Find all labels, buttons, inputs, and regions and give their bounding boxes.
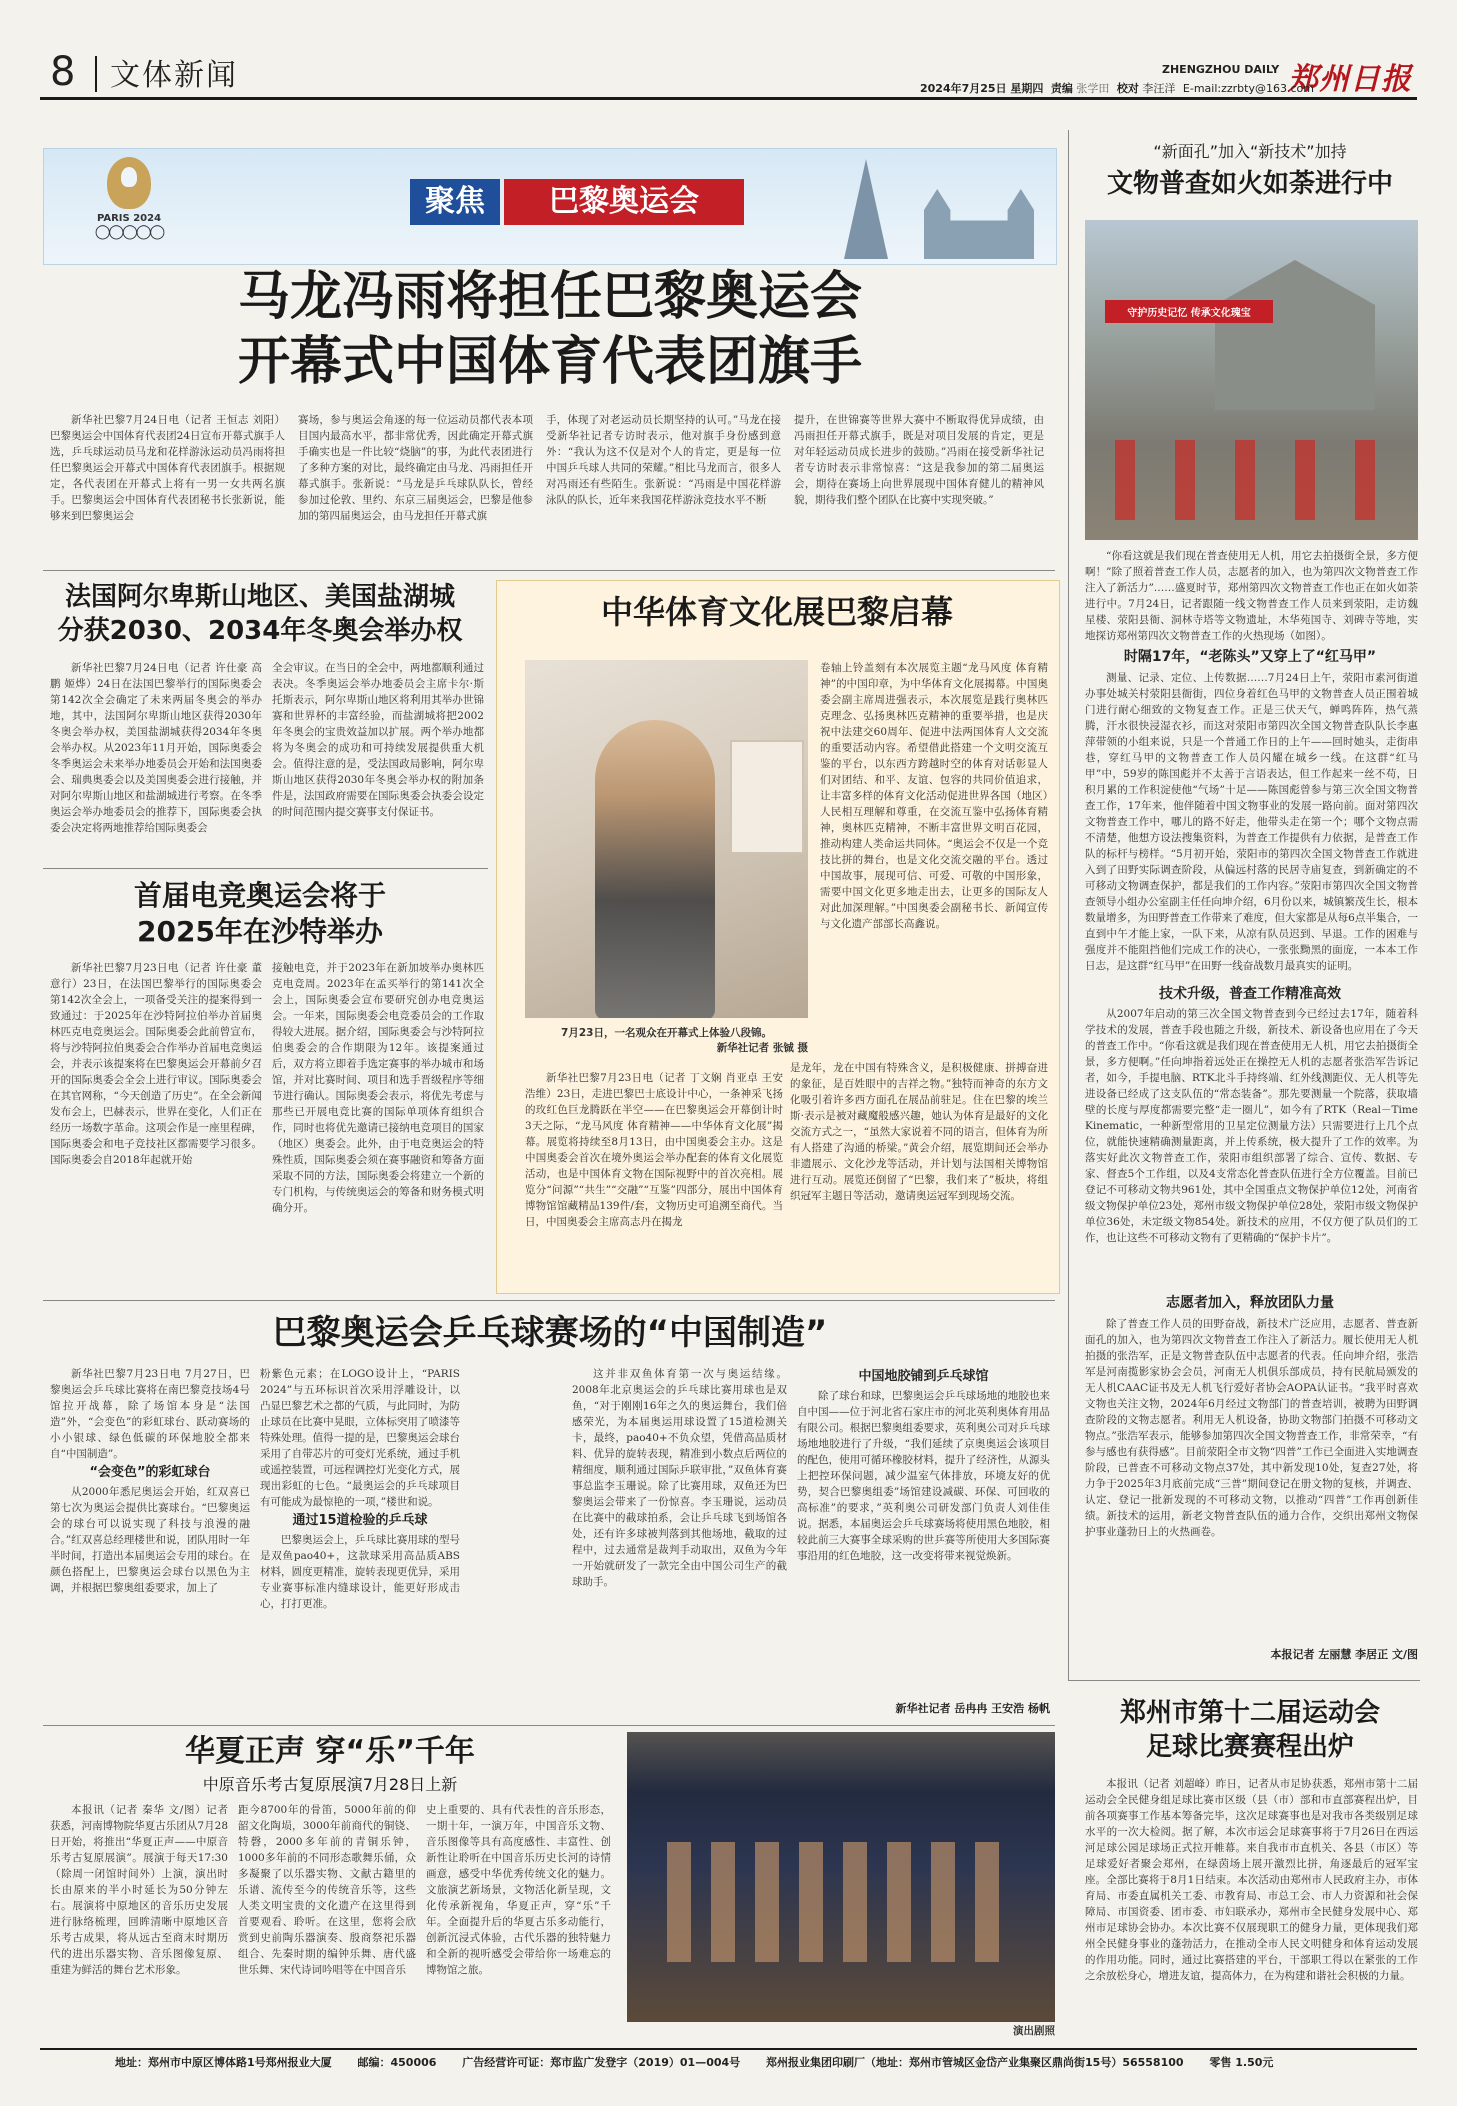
lead-article-col1: 新华社巴黎7月24日电（记者 王恒志 刘阳）巴黎奥运会中国体育代表团24日宣布开幕式旗手人选，乒乓球运动员马龙和花样游泳运动员冯雨将担任巴黎奥运会开幕式中国体育代表团旗手。根据规定，各代表团在开幕式上将有一男一女共两名旗手。巴黎奥运会中国体育代表团秘书长张新说，能够来到巴黎奥运会: [50, 414, 285, 522]
music-photo: [627, 1732, 1055, 2022]
visitor-figure: [595, 720, 715, 1018]
lead-article-col3: 手，体现了对老运动员长期坚持的认可。”马龙在接受新华社记者专访时表示，他对旗手身份感到意外：“我认为这不仅是对个人的肯定，更是每一位中国乒乓球人共同的荣耀。”相比马龙而言，很多人对冯雨还有些陌生。张新说：“冯雨是中国花样游泳队的队长，近年来我国花样游泳竞技水平不断: [546, 414, 781, 506]
music-col2: 距今8700年的骨笛，5000年前的仰韶文化陶埙，3000年前商代的铜铙、特磬，2000多年前的青铜乐钟，1000多年前的不同形态歌舞乐俑，众多凝聚了以乐器实物、文献古籍里的乐谱、流传至今的传统音乐等，这些人类文明宝贵的文化遗产在这里得到首要观看、聆听。在这里，您将会欣赏到史前陶乐器演奏、殷商祭祀乐器组合、先秦时期的编钟乐舞、唐代盛世乐舞、宋代诗词吟唱等在中国音乐: [238, 1804, 416, 1976]
pingpong-col3: 这并非双鱼体育第一次与奥运结缘。2008年北京奥运会的乒乓球比赛用球也是双鱼，“对于刚刚16年之久的奥运舞台，我们倍感荣光，为本届奥运用球设置了15道检测关卡，最终，pao40+不负众望，凭借高品质材料、优异的旋转表现，精准到小数点后两位的精细度，顺利通过国际乒联审批，”双鱼体育赛事总监李玉珊说。除了比赛用球，双鱼还为巴黎奥运会带来了一份惊喜。李玉珊说，运动员在比赛中的截球拍系，会让乒乓球飞到场馆各处，还有许多球被判落到其他场地，截取的过程中，过去通常是裁判手动取出，双鱼为今年一开始就研发了一款完全由中国公司生产的截球助手。: [572, 1368, 787, 1588]
winter-headline-line2: 分获2030、2034年冬奥会举办权: [57, 616, 463, 646]
editor-name: 张学田: [1076, 82, 1110, 95]
lead-article-col2: 赛场，参与奥运会角逐的每一位运动员都代表本项目国内最高水平，都非常优秀，因此确定开幕式旗手确实也是一件比较“烧脑”的事，为此代表团进行了多种方案的对比，最终确定由马龙、冯雨担任开幕式旗手。张新说：“马龙是乒乓球队队长，曾经参加过伦敦、里约、东京三届奥运会，巴黎是他参加的第四届奥运会，由马龙担任开幕式旗: [298, 414, 533, 522]
winter-article-col1: 新华社巴黎7月24日电（记者 许仕豪 高鹏 姬烨）24日在法国巴黎举行的国际奥委会第142次全会确定了未来两届冬奥会的举办地，其中，法国阿尔卑斯山地区获得2030年冬奥会举办权，美国盐湖城获得2034年冬奥会举办权。从2023年11月开始，国际奥委会冬季奥运会未来举办地委员会开始和法国奥委会、瑞典奥委会以及美国奥委会进行接触，并对阿尔卑斯山地区和盐湖城进行考察。在冬季奥运会举办地委员会的推荐下，国际奥委会执委会决定将两地推荐给国际奥委会: [50, 662, 262, 834]
footer-postcode: 邮编：450006: [357, 2056, 437, 2069]
divider-football-top: [1068, 1680, 1420, 1681]
pingpong-sub1: “会变色”的彩虹球台: [89, 1465, 211, 1480]
proofreader-name: 李汪洋: [1142, 82, 1176, 95]
relics-intro: “你看这就是我们现在普查使用无人机，用它去拍摄街全景，多方便啊！”除了照着普查工作人员，志愿者的加入，也为第四次文物普查工作注入了新活力”……盛夏时节，郑州第四次文物普查工作也正在如火如荼进行中。7月24日，记者跟随一线文物普查工作人员来到荥阳，走访魏星楼、荥阳县衙、洞林寺塔等文物遗址，木华苑国寺、刘碑寺等地，实地探访郑州第四次文物普查工作的火热现场（如图）。: [1085, 550, 1418, 642]
issue-info: [920, 80, 1314, 96]
editor-label: 责编: [1050, 82, 1073, 95]
footer-address: 地址：郑州市中原区博体路1号郑州报业大厦: [115, 2056, 332, 2069]
relics-sub3: 志愿者加入，释放团队力量: [1166, 1295, 1334, 1311]
footer-printer: 郑州报业集团印刷厂（地址：郑州市管城区金岱产业集聚区鼎尚街15号）56558100: [766, 2056, 1184, 2069]
flame-icon: [107, 157, 151, 209]
lead-article-col4: 提升，在世锦赛等世界大赛中不断取得优异成绩，由冯雨担任开幕式旗手，既是对项目发展的肯定，更是对年轻运动员成长进步的鼓励。”冯雨在接受新华社记者专访时表示非常惊喜：“这是我参加的第二届奥运会，期待在赛场上向世界展现中国体育健儿的精神风貌，期待我们整个团队在比赛中实现突破。”: [794, 414, 1044, 506]
expo-photo: [525, 660, 808, 1018]
relics-sub2: 技术升级，普查工作精准高效: [1159, 986, 1341, 1002]
pingpong-headline: 巴黎奥运会乒乓球赛场的“中国制造”: [272, 1313, 828, 1353]
divider-winter: [43, 868, 488, 869]
eiffel-tower-icon: [844, 159, 888, 259]
divider-pingpong-top: [43, 1300, 1055, 1301]
expo-photo-caption: [525, 1026, 808, 1056]
relics-headline: 文物普查如火如荼进行中: [1106, 169, 1393, 199]
lead-headline-line2: 开幕式中国体育代表团旗手: [237, 332, 862, 392]
caption-credit: 新华社记者 张铖 摄: [716, 1042, 808, 1054]
music-col1: 本报讯（记者 秦华 文/图）记者获悉，河南博物院华夏古乐团从7月28日开始，将推出“华夏正声——中原音乐考古复原展演”。展演于每天17:30（除周一闭馆时间外）上演，演出时长由原来的半小时延长为50分钟左右。展演将中原地区的音乐历史发展进行脉络梳理，回眸清晰中原地区音乐考古成果，将从远古至商末时期历代的进出乐器实物、音乐图像复原、重建为鲜活的舞台艺术形象。: [50, 1804, 228, 1976]
footer: [115, 2054, 1415, 2070]
winter-headline-line1: 法国阿尔卑斯山地区、美国盐湖城: [64, 582, 455, 612]
pingpong-sub3: 中国地胶铺到乒乓球馆: [858, 1369, 989, 1384]
banner-title: [410, 179, 760, 225]
banner-title-paris: 巴黎奥运会: [504, 179, 744, 225]
expo-article-left: 新华社巴黎7月23日电（记者 丁文娴 肖亚卓 王安 浩维）23日，走进巴黎巴士底设计中心，一条神采飞扬的玫红色巨龙腾跃在半空——在巴黎奥运会开幕倒计时3天之际，“龙马风度 体育精神——中华体育文化展”揭幕。展览将持续至8月13日，由中国奥委会主办。这是中国奥委会首次在境外奥运会举办配套的体育文化展览活动，也是中国体育文物在国际视野中的首次亮相。展览分“问源”“共生”“交融”“互鉴”四部分，展出中国体育博物馆馆藏精品139件/套，文物历史可追溯至商代。当日，中国奥委会主席高志丹在揭龙: [525, 1072, 783, 1228]
olympic-rings-icon: ◯◯◯◯◯: [94, 224, 164, 240]
pingpong-byline: 新华社记者 岳冉冉 王安浩 杨帆: [895, 1702, 1050, 1715]
pingpong-sub2: 通过15道检验的乒乓球: [292, 1513, 428, 1528]
music-photo-caption: 演出剧照: [1013, 2025, 1055, 2037]
masthead-divider: [95, 56, 97, 92]
section-title: 文体新闻: [110, 58, 238, 93]
paris-2024-logo: [84, 157, 174, 257]
paper-english-name: ZHENGZHOU DAILY: [1162, 63, 1280, 76]
winter-article-col2: 全会审议。在当日的全会中，两地都顺利通过表决。冬季奥运会举办地委员会主席卡尔·斯托斯表示，阿尔卑斯山地区将利用其举办世锦赛和世界杯的丰富经验，而盐湖城将把2002年冬奥会的宝贵效益加以扩展。两个举办地都将为冬奥会的成功和可持续发展提供重大机会。值得注意的是，受法国政局影响，阿尔卑斯山地区获得2030年冬奥会举办权的附加条件是，法国政府需要在国际奥委会执委会设定的时间范围内提交赛事支付保证书。: [272, 662, 484, 818]
football-article: 本报讯（记者 刘超峰）昨日，记者从市足协获悉，郑州市第十二届运动会全民健身组足球比赛市区级（县（市）部和市直部赛程出炉，目前各项赛事工作基本筹备完毕，这次足球赛事也是对我市各类级别足球水平的一次大检阅。据了解，本次市运会足球赛事将于7月26日在西运河足球公园足球场正式拉开帷幕。来自我市市直机关、各县（市区）等足球爱好者聚会郑州，在绿茵场上展开激烈比拼，角逐最后的冠军宝座。全部比赛将于8月1日结束。本次活动由郑州市人民政府主办，市体育局、市委直属机关工委、市教育局、市总工会、市人力资源和社会保障局、市国资委、团市委、市妇联承办，郑州市全民健身发展中心、郑州市足球协会协办。本次比赛不仅展现职工的健身力量，更体现我们郑州全民健身事业的蓬勃活力，在推动全市人民文明健身和体育运动发展的作用功能。同时，通过比赛搭建的平台，干部职工得以在紧张的工作之余放松身心，增进友谊，提高体力，在为构建和谐社会积极的力量。: [1085, 1778, 1418, 1982]
relics-kicker: “新面孔”加入“新技术”加持: [1153, 142, 1347, 161]
esports-article-col2: 接触电竞，并于2023年在新加坡举办奥林匹克电竞周。2023年在孟买举行的第141次全会上，国际奥委会宣布要研究创办电竞奥运会。一年来，国际奥委会电竞委员会的工作取得较大进展。据介绍，国际奥委会与沙特阿拉伯奥委会的合作期限为12年。该提案通过后，双方将立即着手选定赛事的举办城市和场馆，并对比赛时间、项目和选手晋级程序等细节进行确认。国际奥委会表示，将优先考虑与那些已开展电竞比赛的国际单项体育组织合作，同时也将优先邀请已接纳电竞项目的国家（地区）奥委会。此外，由于电竞奥运会的特殊性质，国际奥委会须在赛事融资和筹备方面采取不同的方法，国际奥委会将建立一个新的专门机构，与传统奥运会的筹备和财务模式明确分开。: [272, 962, 484, 1214]
relics-section3: 除了普查工作人员的田野奋战，新技术广泛应用，志愿者、普查新面孔的加入，也为第四次文物普查工作注入了新活力。履长使用无人机拍摄的张浩军，正是文物普查队伍中志愿者的代表。任向坤介绍，张浩军是河南揽影家协会会员，河南无人机俱乐部成员，持有民航局颁发的无人机CAAC证书及无人机飞行爱好者协会AOPA认证书。“我平时喜欢文物也关注文物，2024年6月经过文物部门的普查培训，被聘为田野调查阶段的文物志愿者。利用无人机设备，协助文物部门拍摄不可移动文物点。”张浩军表示，能够参加第四次全国文物普查工作，非常荣幸，“有参与感也有获得感”。目前荥阳全市文物“四普”工作已全面进入实地调查阶段，已普查不可移动文物点37处，其中新发现10处，复查27处，将力争于2025年3月底前完成“三普”期间登记在册文物的复核，并调查、认定、登记一批新发现的不可移动文物，以推动“四普”工作再创新佳绩。新技术的运用，新老文物普查队伍的通力合作，交织出郑州文物保护事业蓬勃日上的火热画卷。: [1085, 1318, 1418, 1538]
proof-label: 校对: [1116, 82, 1139, 95]
pingpong-col4: 中国地胶铺到乒乓球馆 除了球台和球，巴黎奥运会乒乓球场地的地胶也来自中国——位于河北省石家庄市的河北英利奥体育用品有限公司。根据巴黎奥组委要求，英利奥公司对乒乓球场地地胶进行了升级，“我们延续了京奥奥运会该项目的配色，使用可循环橡胶材料，提升了经济性，从源头上把控环保问题，减少温室气体排放，环境友好的优势，契合巴黎奥组委”场馆建设减碳、环保、可回收的高标准”的要求，”英利奥公司研发部门负责人刘佳佳说。据悉，本届奥运会乒乓球赛场将使用黑色地胶，相较此前三大赛事全球采购的世乒赛等所使用大多国际赛事沿用的红色地胶，这一改变将带来视觉焕新。: [797, 1366, 1050, 1696]
notre-dame-icon: [924, 189, 1034, 259]
relics-byline: 本报记者 左丽慧 李居正 文/图: [1270, 1648, 1418, 1661]
footer-license: 广告经营许可证：郑市监广发登字（2019）01—004号: [462, 2056, 741, 2069]
gate-tower: [1195, 260, 1395, 410]
issue-date: 2024年7月25日 星期四: [920, 82, 1044, 95]
paris-2024-text: PARIS 2024: [96, 213, 162, 224]
performer-figures: [667, 1842, 1007, 1962]
relics-photo-sign: 守护历史记忆 传承文化瑰宝: [1105, 300, 1273, 323]
stage-lights: [627, 1732, 1055, 1792]
relics-section1: 测量、记录、定位、上传数据……7月24日上午，荥阳市素河街道办事处城关村荥阳县衙街，四位身着红色马甲的文物普查人员正围着城门进行耐心细致的文物复查工作。正是三伏天气，蝉鸣阵阵，热气蒸腾，汗水很快浸湿衣衫，而这对荥阳市第四次全国文物普查队队长李惠萍带领的小组来说，只是一个普通工作日的上午——回时她头，走街串巷，穿红马甲的文物普查工作人员闪耀在城乡一线。在这群“红马甲”中，59岁的陈国彪并不太善于言语表达，但工作起来一丝不苟，日积月累的工作积淀使他“气场”十足——陈国彪曾参与第三次全国文物普查工作，17年来，他伴随着中国文物事业的发展一路向前。面对第四次文物普查工作中，哪儿的路不好走，他带头走在第一个；哪个文物点需不清楚，他想方设法搜集资料，为普查工作提供有力依据，是普查工作队的标杆与榜样。“5月初开始，荥阳市的第四次全国文物普查工作就进入到了田野实际调查阶段，从偏远村落的民居寺庙复查，到新确定的不可移动文物调查保护，都是我们的工作内容。”荥阳市第四次全国文物普查领导小组办公室副主任任向坤介绍，6月份以来，城镇繁茂生长，根本数量增多，为田野普查工作带来了难度，但大家都是从每6点半集合，一直到中午才能上家，一队下来，从凉有队员迟到、早退。工作的困难与强度并不能阻挡他们完成工作的决心，一张张黝黑的面庞，一本本工作日志，是这群“红马甲”在田野一线奋战数月最真实的证明。: [1085, 672, 1418, 972]
banner-title-focus: 聚焦: [410, 179, 500, 225]
football-headline-line1: 郑州市第十二届运动会: [1119, 1698, 1380, 1728]
masthead-rule: [40, 97, 1417, 100]
esports-article-col1: 新华社巴黎7月23日电（记者 许仕豪 董意行）23日，在法国巴黎举行的国际奥委会第142次全会上，一项备受关注的提案得到一致通过：于2025年在沙特阿拉伯举办首届奥林匹克电竞奥运会。国际奥委会此前曾宣布，将与沙特阿拉伯奥委会合作举办首届电竞奥运会，并表示该提案将在巴黎奥运会开幕前夕召开的国际奥委会全会上进行审议。国际奥委会在其官网称，“今天创造了历史”。在全会新闻发布会上，巴赫表示，世界在变化，人们正在经历一场数字革命。这项会作是一座里程碑，国际奥委会和电子竞技社区都需要学习很多。国际奥委会自2018年起就开始: [50, 962, 262, 1166]
footer-price: 零售 1.50元: [1209, 2056, 1274, 2069]
divider-music-top: [43, 1725, 1055, 1726]
pingpong-col1: 新华社巴黎7月23日电 7月27日，巴黎奥运会乒乓球比赛将在南巴黎竞技场4号馆拉开战幕，除了场馆本身是“法国造”外，“会变色”的彩虹球台、跃动赛场的小小银球、绿色低碳的环保地胶全都来自“中国制造”。 “会变色”的彩虹球台 从2000年悉尼奥运会开始，红双喜已第七次为奥运会提供比赛球台。“巴黎奥运会的球台可以说实现了科技与浪漫的融合。”红双喜总经理楼世和说，团队用时一年半时间，打造出本届奥运会专用的球台。在颜色搭配上，巴黎奥运会球台以黑色为主调，并根据巴黎奥组委要求，加上了: [50, 1368, 250, 1594]
music-col3: 史上重要的、具有代表性的音乐形态，一期十年，一演万年，中国音乐文物、音乐图像等具有高度感性、丰富性、创新性让聆听在中国音乐历史长河的诗情画意，感受中华优秀传统文化的魅力。文旅演艺新场景，文物活化新呈现，文化传承新视角，华夏正声，穿“乐”千年。全面提升后的华夏古乐多动能行，创新沉浸式体验，古代乐器的独特魅力和全新的视听感受会带给你一场难忘的博物馆之旅。: [426, 1804, 611, 1976]
music-subhead: 中原音乐考古复原展演7月28日上新: [202, 1775, 458, 1794]
divider-lead: [43, 570, 1055, 571]
expo-headline: 中华体育文化展巴黎启幕: [600, 593, 953, 631]
paper-logo: 郑州日报: [1288, 62, 1412, 97]
footer-rule: [40, 2048, 1417, 2050]
music-headline: 华夏正声 穿“乐”千年: [185, 1734, 475, 1769]
page-number: 8: [50, 49, 76, 95]
esports-headline-line2: 2025年在沙特举办: [137, 915, 383, 948]
football-headline-line2: 足球比赛赛程出炉: [1145, 1732, 1354, 1762]
relics-section2: 从2007年启动的第三次全国文物普查到今已经过去17年，随着科学技术的发展，普查手段也随之升级，新技术、新设备也应用在了今天的普查工作中。“你看这就是我们现在普查使用无人机，用它去拍摄街全景，多方便啊。”任向坤指着远处正在操控无人机的志愿者张浩军告诉记者，如今，手提电脑、RTK北斗手持终端、红外线测距仪、无人机等先进设备已经成了这支队伍的“常态装备”。那先要测量一个院落，获取墙壁的长度与厚度都需要完整“走一圈儿”，如今有了RTK（Real－Time Kinematic，一种新型常用的卫星定位测量方法）只需要进行上几个点位，就能快速精确测量距离，并上传系统，极大提升了工作的效率。为落实好此次文物普查工作，荥阳市组织部署了综合、宣传、数据、专家、督查5个工作组，以及4支常态化普查队伍进行全方位覆盖。目前已登记不可移动文物共961处，其中全国重点文物保护单位12处，河南省级文物保护单位23处，郑州市级文物保护单位28处，荥阳市级文物保护单位36处，未定级文物854处。新技术的应用，不仅方便了队员们的工作，也让这些不可移动文物有了更精确的“保护卡片”。: [1085, 1008, 1418, 1244]
expo-article-mid: 是龙年，龙在中国有特殊含义，是积极健康、拼搏奋进的象征，是百姓眼中的吉祥之物。”独特而神奇的东方文化吸引着许多西方面孔在展品前驻足。住在巴黎的埃兰斯·表示是被对藏魔般感兴趣，她认为体育是最好的文化交流方式之一，“虽然大家说着不同的语言，但体育为所有人搭建了沟通的桥梁。”黄会介绍，展览期间还会举办非遗展示、文化沙龙等活动，并计划与法国相关博物馆进行互动。展览还倒留了“巴黎，我们来了”板块，将组织冠军主题日等活动，邀请奥运冠军到现场交流。: [790, 1062, 1048, 1202]
esports-headline-line1: 首届电竞奥运会将于: [133, 879, 386, 912]
pingpong-col2: 粉紫色元素；在LOGO设计上，“PARIS 2024”与五环标识首次采用浮雕设计，以凸显巴黎艺术之都的气质，与此同时，为防止球员在比赛中晃眼，立体标突用了喷漆等特殊处理。值得一提的是，巴黎奥运会球台采用了自带芯片的可变灯光系统，通过手机或遥控装置，可远程调控灯光变化方式，展现出彩虹的七色。“最奥运会的乒乓球项目有可能成为最惊艳的一项，”楼世和说。 通过15道检验的乒乓球 巴黎奥运会上，乒乓球比赛用球的型号是双鱼pao40+，这款球采用高品质ABS材料，圆度更精准，旋转表现更优异，采用专业赛事标准内缝球设计，能更好形成击心，打打更准。: [260, 1368, 460, 1610]
right-column-divider: [1068, 130, 1069, 1680]
relics-photo: [1085, 220, 1418, 540]
survey-team: [1115, 440, 1375, 520]
caption-text: 7月23日，一名观众在开幕式上体验八段锦。: [561, 1027, 772, 1039]
email: E-mail:zzrbty@163.com: [1182, 82, 1314, 95]
expo-article-right: 卷轴上铃盖刻有本次展览主题“龙马风度 体育精神”的中国印章，为中华体育文化展揭幕。中国奥委会副主席周进强表示，本次展览是践行奥林匹克理念、弘扬奥林匹克精神的重要举措，也是庆祝中法建交60周年、促进中法两国体育人文交流的重要活动内容。希望借此搭建一个文明交流互鉴的平台，以东西方跨越时空的体育对话彰显人们对团结、和平、友谊、包容的共同价值追求，让丰富多样的体育文化活动促进世界各国（地区）人民相互理解和尊重，在交流互鉴中弘扬体育精神，奥林匹克精神，不断丰富世界文明百花园，推动构建人类命运共同体。“奥运会不仅是一个竞技比拼的舞台，也是文化交流交融的平台。透过中国故事，展现可信、可爱、可敬的中国形象，需要中国文化更多地走出去，让更多的国际友人对此加深理解。”中国奥委会副秘书长、新闻宣传与文化遗产部部长高鑫说。: [820, 662, 1048, 930]
olympics-banner: [43, 148, 1057, 265]
lead-headline-line1: 马龙冯雨将担任巴黎奥运会: [237, 267, 862, 327]
display-panel: [730, 740, 804, 854]
relics-sub1: 时隔17年，“老陈头”又穿上了“红马甲”: [1123, 649, 1377, 665]
